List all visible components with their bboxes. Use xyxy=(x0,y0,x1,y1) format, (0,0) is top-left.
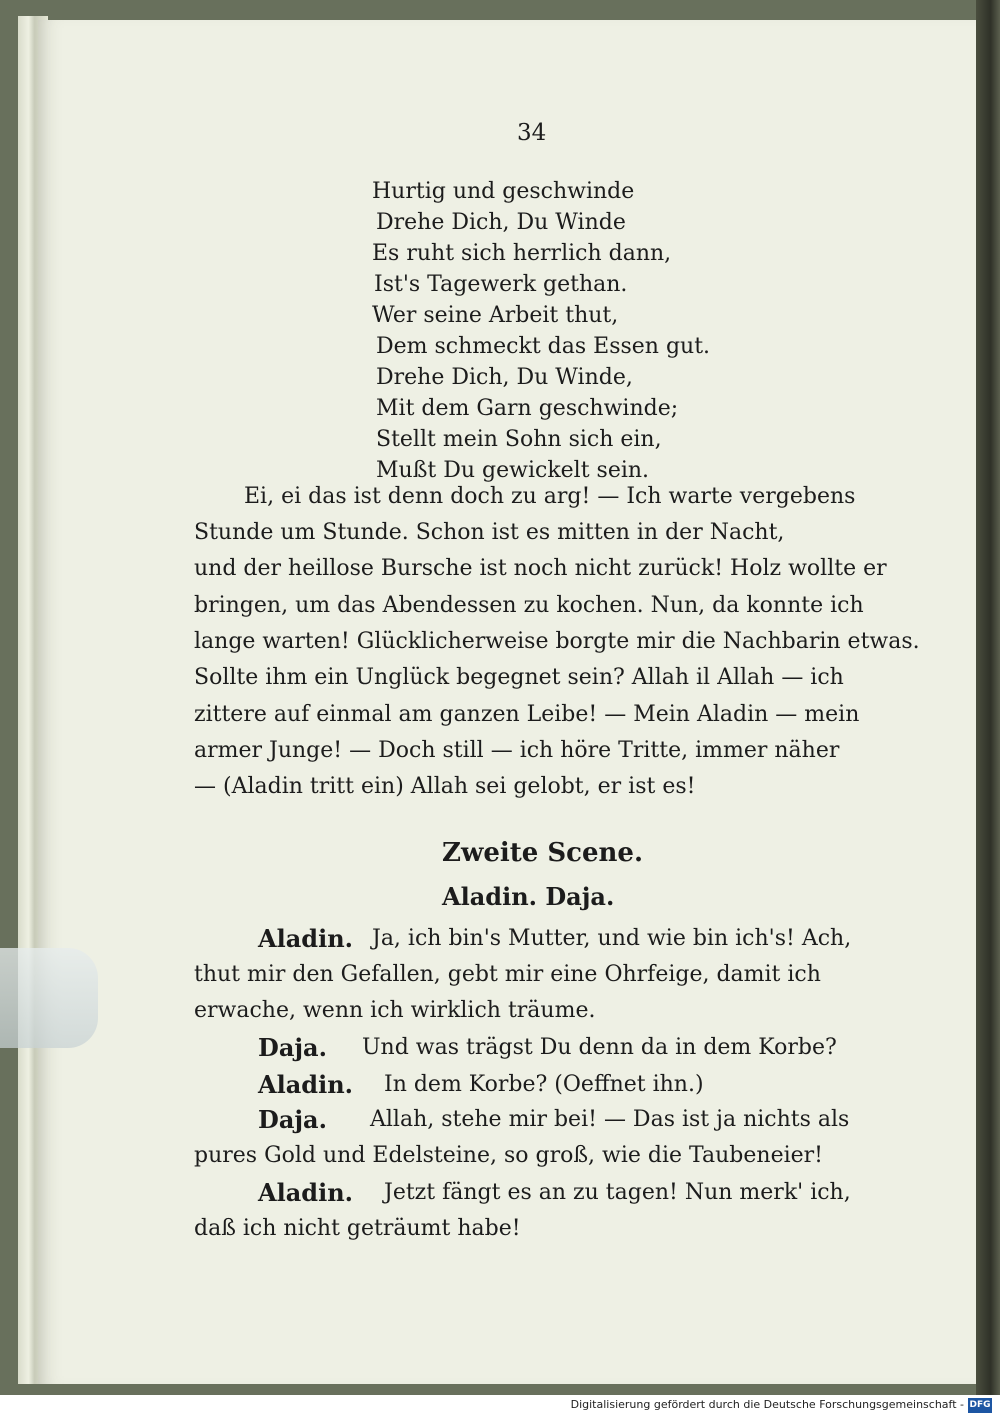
verse-line: Ist's Tagewerk gethan. xyxy=(374,272,628,297)
verse-line: Dem schmeckt das Essen gut. xyxy=(376,334,711,359)
prose-line: zittere auf einmal am ganzen Leibe! — Mein Aladin — mein xyxy=(194,702,860,727)
dialogue-line: daß ich nicht geträumt habe! xyxy=(194,1216,521,1241)
dialogue-line: thut mir den Gefallen, gebt mir eine Ohrfeige, damit ich xyxy=(194,962,821,987)
prose-line: und der heillose Bursche ist noch nicht zurück! Holz wollte er xyxy=(194,556,887,581)
prose-line: Ei, ei das ist denn doch zu arg! — Ich warte vergebens xyxy=(244,484,856,509)
verse-line: Drehe Dich, Du Winde, xyxy=(376,365,633,390)
verse-line: Mit dem Garn geschwinde; xyxy=(376,396,679,421)
page-clip xyxy=(0,948,98,1048)
dialogue-line: Ja, ich bin's Mutter, und wie bin ich's! Ach, xyxy=(372,926,852,951)
scene-characters: Aladin. Daja. xyxy=(442,882,615,911)
prose-line: lange warten! Glücklicherweise borgte mir die Nachbarin etwas. xyxy=(194,629,920,654)
verse-line: Wer seine Arbeit thut, xyxy=(372,303,619,328)
prose-line: Sollte ihm ein Unglück begegnet sein? Allah il Allah — ich xyxy=(194,665,844,690)
dialogue-line: In dem Korbe? (Oeffnet ihn.) xyxy=(384,1072,704,1097)
verse-line: Hurtig und geschwinde xyxy=(372,179,635,204)
prose-line: Stunde um Stunde. Schon ist es mitten in der Nacht, xyxy=(194,520,785,545)
prose-line: bringen, um das Abendessen zu kochen. Nun, da konnte ich xyxy=(194,593,864,618)
verse-line: Stellt mein Sohn sich ein, xyxy=(376,427,662,452)
page-number: 34 xyxy=(517,120,547,146)
dialogue-line: Allah, stehe mir bei! — Das ist ja nichts als xyxy=(370,1107,850,1132)
book-spine-edge xyxy=(976,0,1000,1395)
dfg-logo: DFG xyxy=(968,1398,992,1413)
scene-title: Zweite Scene. xyxy=(442,838,644,868)
footer-bar xyxy=(0,1395,1000,1417)
speaker-name: Aladin. xyxy=(258,924,353,953)
speaker-name: Daja. xyxy=(258,1105,327,1134)
dialogue-line: Und was trägst Du denn da in dem Korbe? xyxy=(362,1035,837,1060)
dialogue-line: pures Gold und Edelsteine, so groß, wie die Taubeneier! xyxy=(194,1143,823,1168)
prose-line: armer Junge! — Doch still — ich höre Tritte, immer näher xyxy=(194,738,840,763)
speaker-name: Aladin. xyxy=(258,1070,353,1099)
dialogue-line: Jetzt fängt es an zu tagen! Nun merk' ich, xyxy=(384,1180,851,1205)
verse-line: Es ruht sich herrlich dann, xyxy=(372,241,672,266)
verse-line: Mußt Du gewickelt sein. xyxy=(376,458,650,483)
speaker-name: Aladin. xyxy=(258,1178,353,1207)
prose-line: — (Aladin tritt ein) Allah sei gelobt, er ist es! xyxy=(194,774,696,799)
dialogue-line: erwache, wenn ich wirklich träume. xyxy=(194,998,596,1023)
footer-credit: Digitalisierung gefördert durch die Deutsche Forschungsgemeinschaft - xyxy=(570,1398,964,1411)
verse-line: Drehe Dich, Du Winde xyxy=(376,210,626,235)
speaker-name: Daja. xyxy=(258,1033,327,1062)
